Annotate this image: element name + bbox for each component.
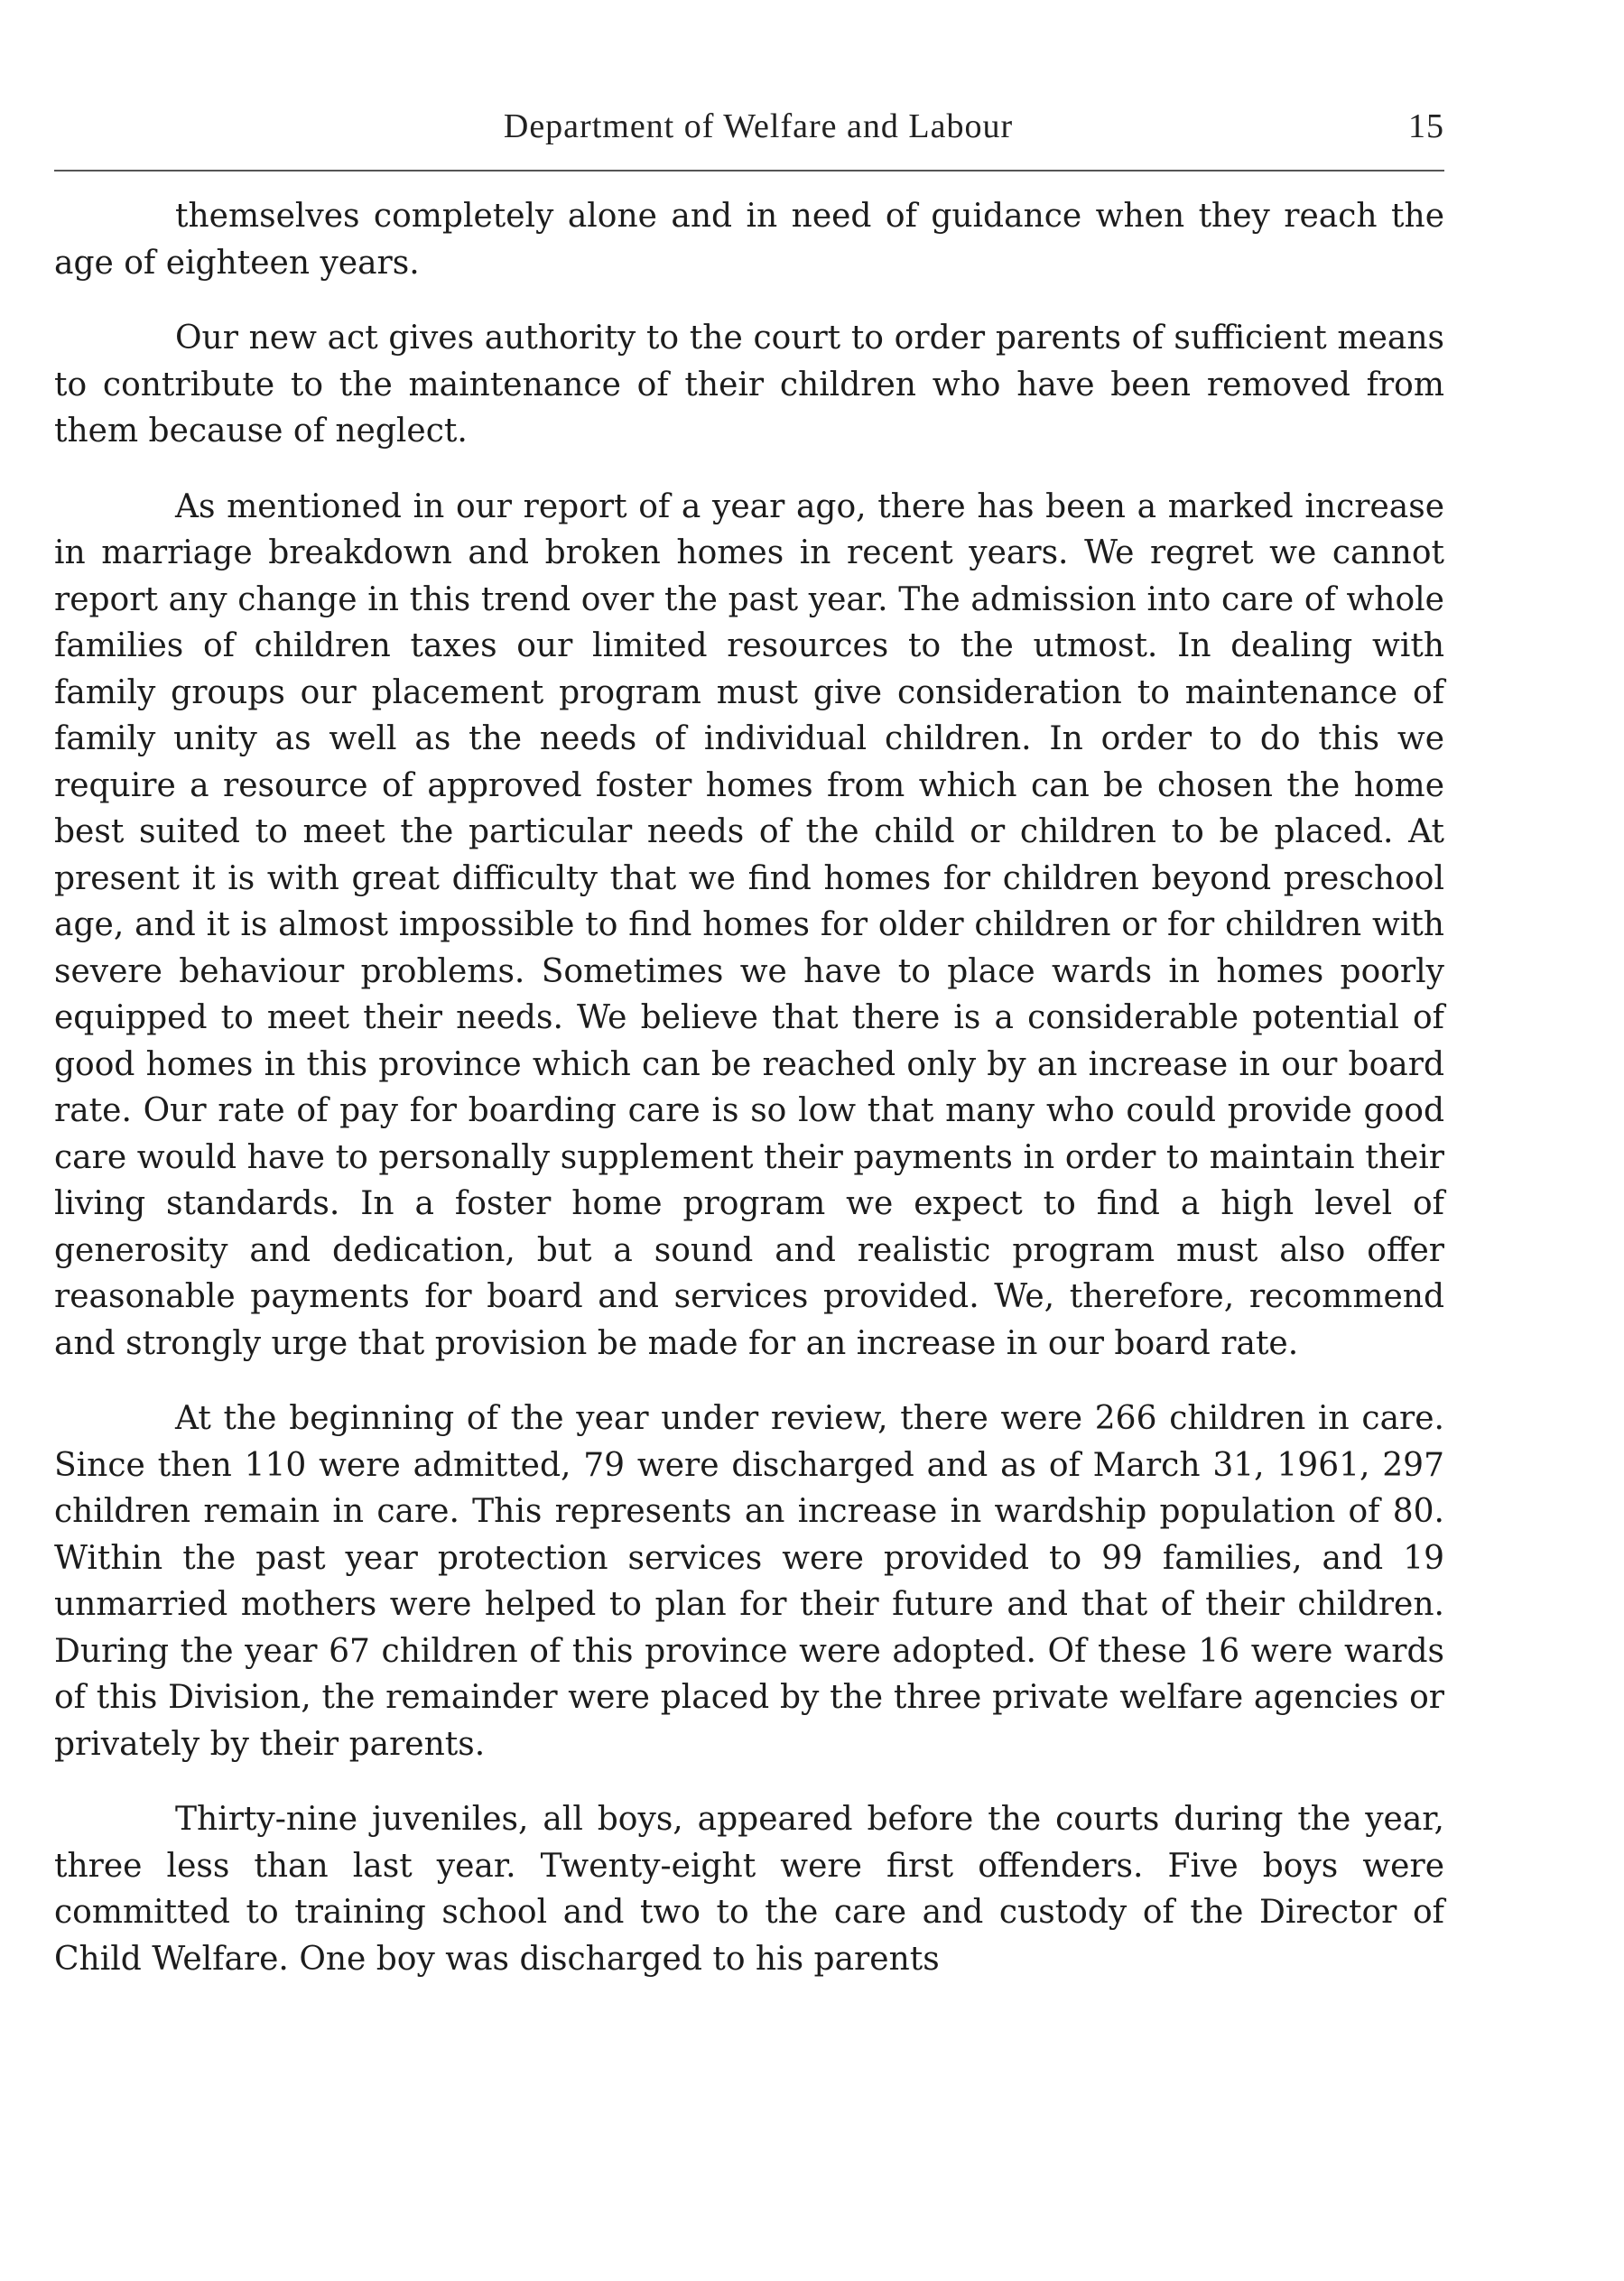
paragraph-statistics: At the beginning of the year under review, there were 266 children in care. Since then 110 were admitted, 79 were discharged and as of March 31, 1961, 297 children remain in care. This represents an increase in wardship population of 80. Within the past year protection services were provided to 99 families, and 19 unmarried mothers were helped to plan for their future and that of their children. During the year 67 children of this province were adopted. Of these 16 were wards of this Division, the remainder were placed by the three private welfare agencies or privately by their parents. xyxy=(54,1400,1444,1763)
page-number: 15 xyxy=(1408,107,1444,145)
running-head xyxy=(54,107,1444,152)
paragraph-continuation: themselves completely alone and in need of guidance when they reach the age of eighteen years. xyxy=(54,198,1444,282)
paragraph-foster-homes: As mentioned in our report of a year ago, there has been a marked increase in marriage breakdown and broken homes in recent years. We regret we cannot report any change in this trend over the past year. The admission into care of whole families of children taxes our limited resources to the utmost. In dealing with family groups our placement program must give consideration to maintenance of family unity as well as the needs of individual children. In order to do this we require a resource of approved foster homes from which can be chosen the home best suited to meet the particular needs of the child or children to be placed. At present it is with great difficulty that we find homes for children beyond preschool age, and it is almost impossible to find homes for older children or for children with severe behaviour problems. Sometimes we have to place wards in homes poorly equipped to meet their needs. We believe that there is a considerable potential of good homes in this province which can be reached only by an increase in our board rate. Our rate of pay for boarding care is so low that many who could provide good care would have to personally supplement their payments in order to maintain their living standards. In a foster home program we expect to find a high level of generosity and dedication, but a sound and realistic program must also offer reasonable payments for board and services provided. We, therefore, recommend and strongly urge that provision be made for an increase in our board rate. xyxy=(54,487,1444,1362)
paragraph-new-act: Our new act gives authority to the court to order parents of sufficient means to contribute to the maintenance of their children who have been removed from them because of neglect. xyxy=(54,320,1444,450)
paragraph-juveniles: Thirty-nine juveniles, all boys, appeared before the courts during the year, three less than last year. Twenty-eight were first offenders. Five boys were committed to training school and two to the care and custody of the Director of Child Welfare. One boy was discharged to his parents xyxy=(54,1801,1444,1978)
running-title: Department of Welfare and Labour xyxy=(503,107,1014,145)
header-rule xyxy=(54,170,1444,172)
body-text xyxy=(54,193,1444,2011)
